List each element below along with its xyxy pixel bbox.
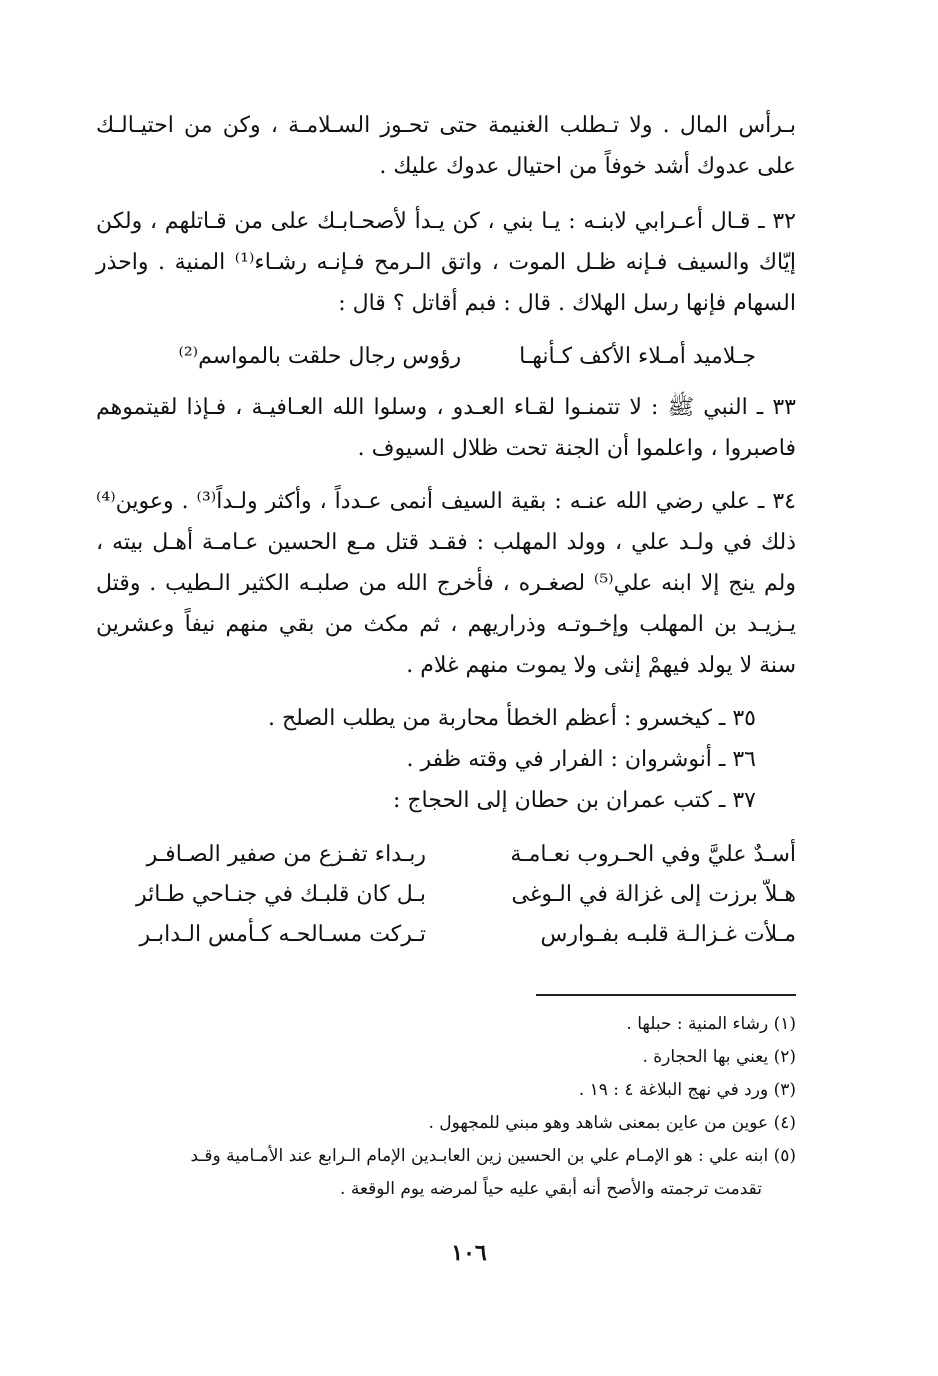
poem-second-hemistich: ربـداء تفـزع من صفير الصـافـر — [146, 842, 426, 867]
footnote-5 — [96, 1140, 796, 1206]
paragraph-37: ٣٧ ـ كتب عمران بن حطان إلى الحجاج : — [392, 788, 756, 813]
verse-32-first-hemistich: جـلاميد أمـلاء الأكف كـأنهـا — [519, 344, 756, 369]
verse-32-second-hemistich: رؤوس رجال حلقت بالمواسم⁽²⁾ — [178, 344, 462, 369]
poem — [96, 835, 796, 955]
footnote-2: (٢) يعني بها الحجارة . — [642, 1047, 796, 1067]
page-number: ١٠٦ — [451, 1240, 487, 1266]
poem-first-hemistich: هـلاّ برزت إلى غزالة في الـوغى — [511, 882, 796, 907]
poem-first-hemistich: مـلأت غـزالـة قلبـه بفـوارس — [540, 922, 796, 947]
paragraph-36: ٣٦ ـ أنوشروان : الفرار في وقته ظفر . — [406, 747, 756, 772]
footnotes — [96, 1008, 796, 1206]
paragraph-33: ٣٣ ـ النبي ﷺ : لا تتمنـوا لقـاء العـدو ، وسلوا الله العـافيـة ، فـإذا لقيتموهم فاصبروا ، واعلموا أن الجنة تحت ظلال السيوف . — [96, 395, 796, 461]
poem-second-hemistich: تـركت مسـالحـه كـأمس الـدابـر — [139, 922, 426, 947]
footnote-1: (١) رشاء المنية : حبلها . — [626, 1014, 796, 1034]
verse-32 — [96, 336, 796, 377]
footnote-divider — [536, 994, 796, 996]
footnote-4: (٤) عوين من عاين بمعنى شاهد وهو مبني للمجهول . — [428, 1113, 796, 1133]
poem-verse — [96, 915, 796, 955]
poem-verse — [96, 835, 796, 875]
paragraph-32: ٣٢ ـ قـال أعـرابي لابنـه : يـا بني ، كن يـدأ لأصحـابـك على من قـاتلهم ، ولكن إيّاك والسيف فـإنه ظـل الموت ، واتق الـرمح فـإنـه رشـاء⁽¹⁾ المنية . واحذر السهام فإنها رسل الهلاك . قال : فبم أقاتل ؟ قال : — [96, 209, 796, 316]
paragraph-35: ٣٥ ـ كيخسرو : أعظم الخطأ محاربة من يطلب الصلح . — [267, 706, 756, 731]
poem-verse — [96, 875, 796, 915]
footnote-5-text: (٥) ابنه علي : هو الإمـام علي بن الحسين زين العابـدين الإمام الـرابع عند الأمـامية وقـد — [190, 1146, 796, 1166]
footnote-5-continuation: تقدمت ترجمته والأصح أنه أبقي عليه حياً لمرضه يوم الوقعة . — [340, 1179, 762, 1199]
paragraph-34: ٣٤ ـ علي رضي الله عنـه : بقية السيف أنمى عـدداً ، وأكثر ولـداً⁽³⁾ . وعوين⁽⁴⁾ ذلك في ولـد علي ، وولد المهلب : فقـد قتل مـع الحسين عـامـة أهـل بيته ، ولم ينج إلا ابنه علي⁽⁵⁾ لصغـره ، فأخرج الله من صلبـه الكثير الـطيب . وقتل يـزيـد بن المهلب وإخـوتـه وذراريهم ، ثم مكث من بقي منهم نيفاً وعشرين سنة لا يولد فيهمْ إنثى ولا يموت منهم غلام . — [96, 489, 796, 678]
main-text — [96, 105, 796, 955]
paragraph-opening: بـرأس المال . ولا تـطلب الغنيمة حتى تحـوز السـلامـة ، وكن من احتيـالـك على عدوك أشد خوفاً من احتيال عدوك عليك . — [96, 113, 796, 179]
poem-first-hemistich: أسـدٌ عليَّ وفي الحـروب نعـامـة — [510, 842, 796, 867]
footnote-3: (٣) ورد في نهج البلاغة ٤ : ١٩ . — [578, 1080, 796, 1100]
poem-second-hemistich: بـل كان قلبـك في جنـاحي طـائر — [135, 882, 426, 907]
